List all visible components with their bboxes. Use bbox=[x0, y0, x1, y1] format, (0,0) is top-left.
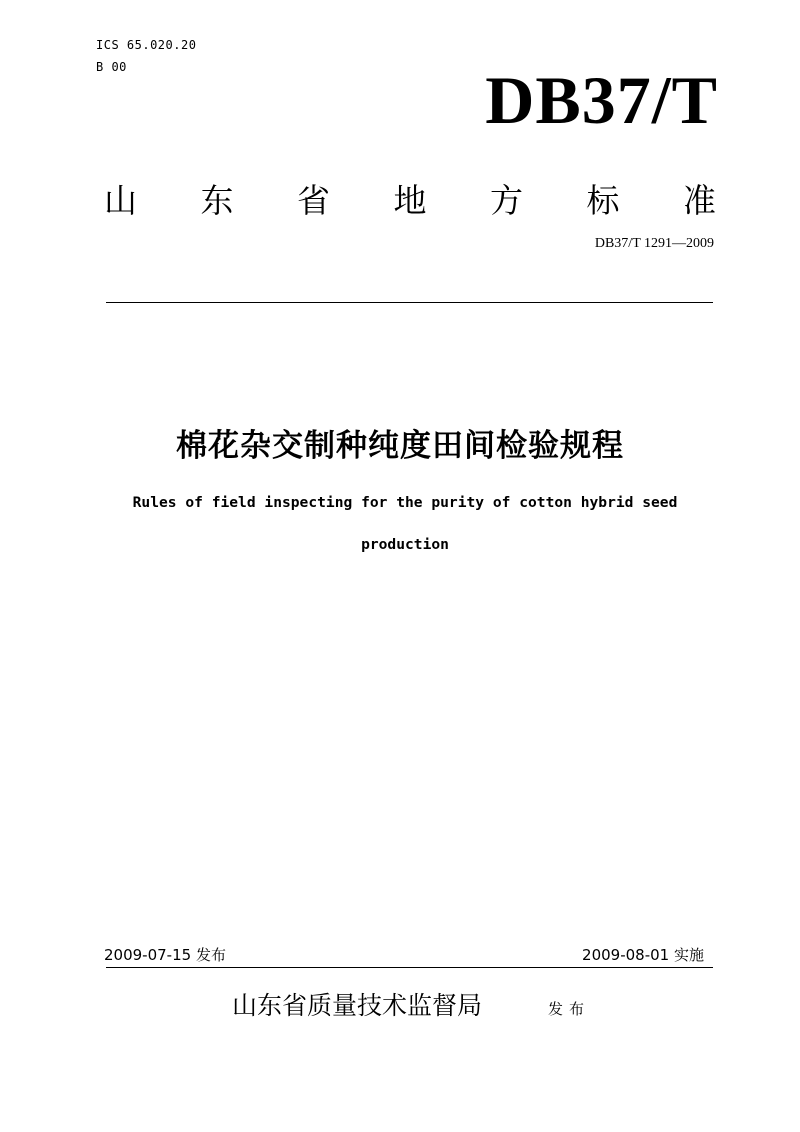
standard-number: DB37/T 1291—2009 bbox=[594, 236, 714, 251]
document-title-chinese: 棉花杂交制种纯度田间检验规程 bbox=[176, 428, 624, 464]
standard-type-char: 准 bbox=[683, 181, 716, 220]
standard-type-char: 东 bbox=[200, 181, 234, 220]
implementation-date: 2009-08-01 实施 bbox=[582, 946, 704, 964]
standard-type-char: 地 bbox=[393, 181, 427, 220]
standard-type bbox=[104, 181, 716, 220]
ics-code: ICS 65.020.20 bbox=[96, 38, 197, 52]
footer-divider bbox=[106, 967, 713, 968]
publisher-suffix: 发布 bbox=[548, 1000, 591, 1018]
issue-date: 2009-07-15 发布 bbox=[104, 946, 226, 964]
document-title-english: Rules of field inspecting for the purity of cotton hybrid seed production bbox=[132, 494, 678, 553]
header-divider bbox=[106, 302, 713, 303]
standard-type-char: 标 bbox=[586, 181, 620, 220]
standard-type-char: 山 bbox=[104, 181, 137, 220]
standard-type-char: 省 bbox=[297, 181, 330, 220]
publisher: 山东省质量技术监督局 bbox=[232, 991, 483, 1020]
standard-type-char: 方 bbox=[490, 181, 523, 220]
ccs-code: B 00 bbox=[96, 60, 127, 74]
standard-prefix: DB37/T bbox=[485, 62, 718, 138]
